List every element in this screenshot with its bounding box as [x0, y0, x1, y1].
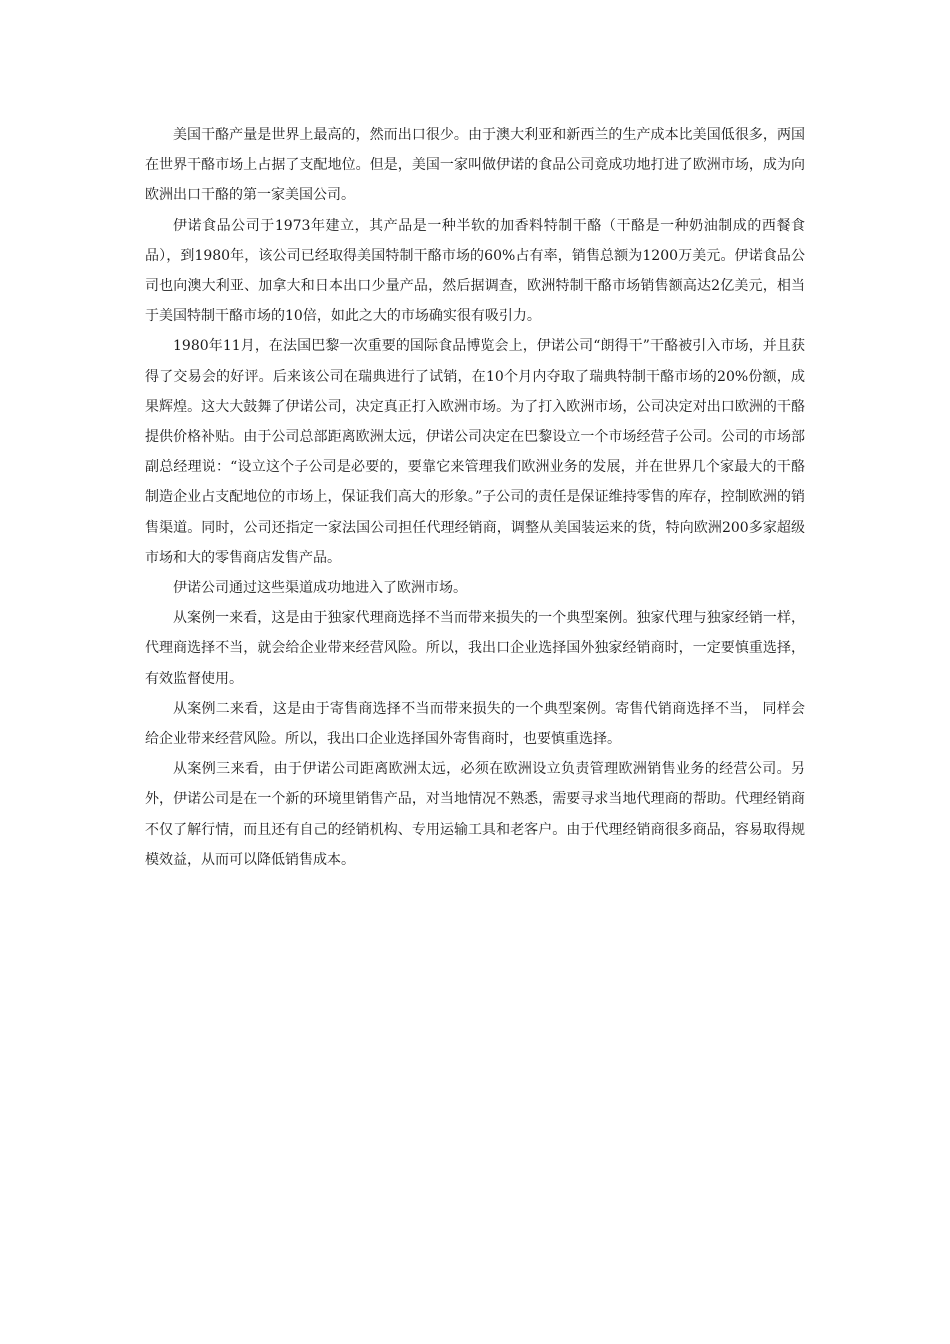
paragraph-2: 伊诺食品公司于1973年建立，其产品是一种半软的加香料特制干酪（干酪是一种奶油制成的西餐食品），到1980年，该公司已经取得美国特制干酪市场的60%占有率，销售总额为1200万美元。伊诺食品公司也向澳大利亚、加拿大和日本出口少量产品，然后据调查，欧洲特制干酪市场销售额高达2亿美元，相当于美国特制干酪市场的10倍，如此之大的市场确实很有吸引力。: [145, 217, 805, 325]
paragraph-4: 伊诺公司通过这些渠道成功地进入了欧洲市场。: [173, 580, 467, 597]
paragraph-7: 从案例三来看，由于伊诺公司距离欧洲太远，必须在欧洲设立负责管理欧洲销售业务的经营公司。另外，伊诺公司是在一个新的环境里销售产品，对当地情况不熟悉，需要寻求当地代理商的帮助。代理经销商不仅了解行情，而且还有自己的经销机构、专用运输工具和老客户。由于代理经销商很多商品，容易取得规模效益，从而可以降低销售成本。: [145, 761, 805, 868]
paragraph-1: 美国干酪产量是世界上最高的，然而出口很少。由于澳大利亚和新西兰的生产成本比美国低很多，两国在世界干酪市场上占据了支配地位。但是，美国一家叫做伊诺的食品公司竟成功地打进了欧洲市场，成为向欧洲出口干酪的第一家美国公司。: [145, 127, 805, 204]
document-body: [145, 120, 805, 875]
paragraph-5: 从案例一来看，这是由于独家代理商选择不当而带来损失的一个典型案例。独家代理与独家经销一样，代理商选择不当，就会给企业带来经营风险。所以，我出口企业选择国外独家经销商时，一定要慎重选择，有效监督使用。: [145, 610, 805, 687]
paragraph-6: 从案例二来看，这是由于寄售商选择不当而带来损失的一个典型案例。寄售代销商选择不当， 同样会给企业带来经营风险。所以，我出口企业选择国外寄售商时，也要慎重选择。: [145, 700, 805, 748]
paragraph-3: 1980年11月，在法国巴黎一次重要的国际食品博览会上，伊诺公司“朗得干”干酪被引入市场，并且获得了交易会的好评。后来该公司在瑞典进行了试销，在10个月内夺取了瑞典特制干酪市场的20%份额，成果辉煌。这大大鼓舞了伊诺公司，决定真正打入欧洲市场。为了打入欧洲市场，公司决定对出口欧洲的干酪提供价格补贴。由于公司总部距离欧洲太远，伊诺公司决定在巴黎设立一个市场经营子公司。公司的市场部副总经理说：“设立这个子公司是必要的，要靠它来管理我们欧洲业务的发展，并在世界几个家最大的干酪制造企业占支配地位的市场上，保证我们高大的形象。”子公司的责任是保证维持零售的库存，控制欧洲的销售渠道。同时，公司还指定一家法国公司担任代理经销商，调整从美国装运来的货，特向欧洲200多家超级市场和大的零售商店发售产品。: [145, 338, 805, 566]
